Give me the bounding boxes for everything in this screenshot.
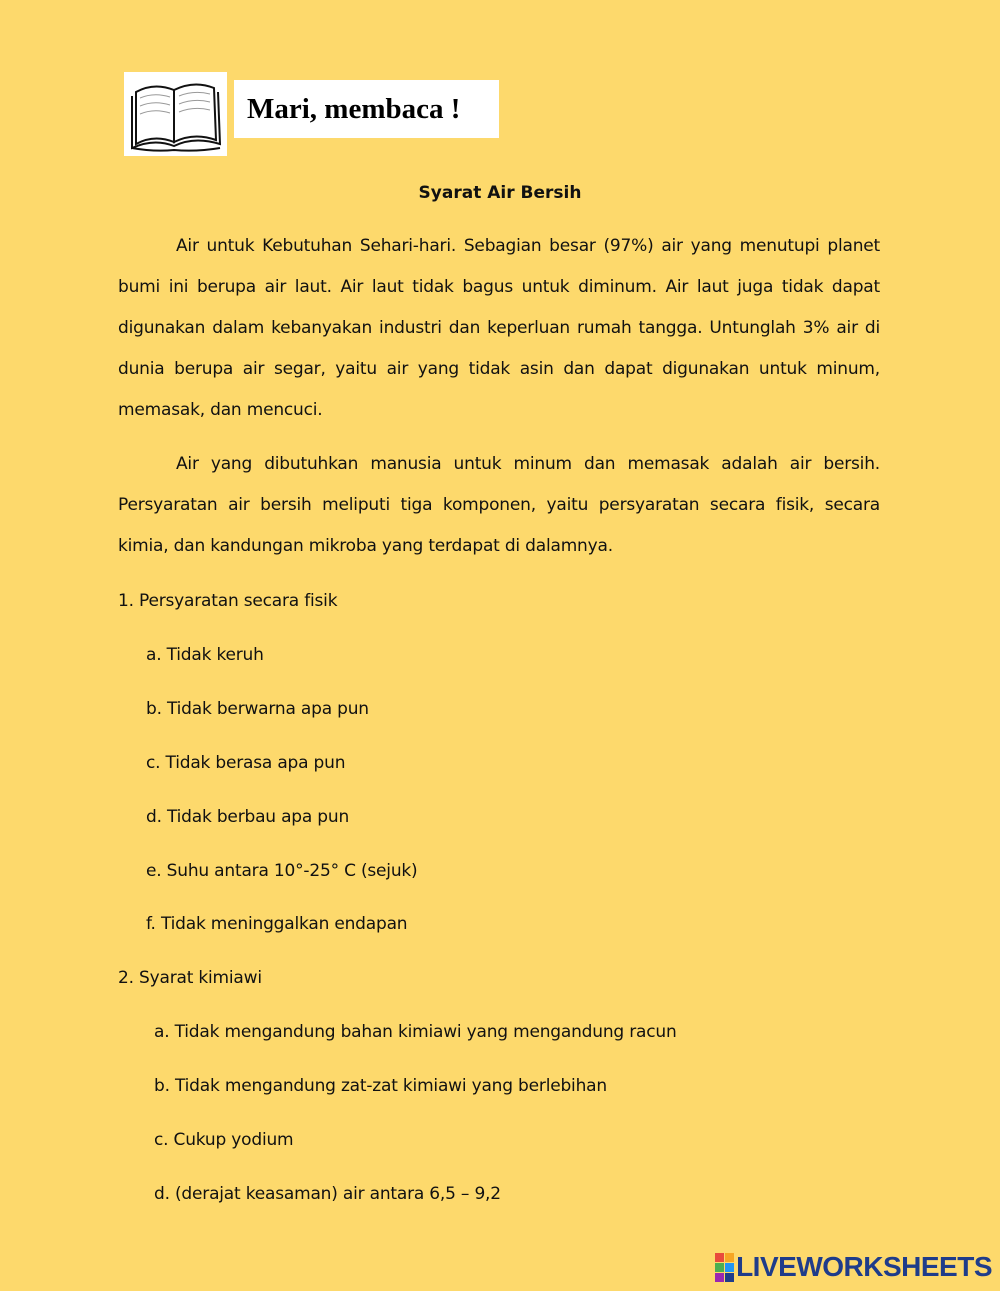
list-item: f. Tidak meninggalkan endapan: [146, 914, 408, 934]
list-item: d. Tidak berbau apa pun: [146, 807, 350, 827]
liveworksheets-logo: [715, 1251, 992, 1283]
page-header: [234, 80, 499, 138]
section-heading-fisik: 1. Persyaratan secara fisik: [118, 591, 338, 611]
book-image: [124, 72, 227, 156]
list-item: d. (derajat keasaman) air antara 6,5 – 9,2: [154, 1184, 501, 1204]
list-item: c. Tidak berasa apa pun: [146, 753, 346, 773]
list-item: e. Suhu antara 10°-25° C (sejuk): [146, 861, 418, 881]
list-item: a. Tidak keruh: [146, 645, 264, 665]
paragraph-1: Air untuk Kebutuhan Sehari-hari. Sebagian besar (97%) air yang menutupi planet bumi ini berupa air laut. Air laut tidak bagus untuk diminum. Air laut juga tidak dapat digunakan dalam kebanyakan industri dan keperluan rumah tangga. Untunglah 3% air di dunia berupa air segar, yaitu air yang tidak asin dan dapat digunakan untuk minum, memasak, dan mencuci.: [118, 236, 880, 420]
logo-mark-icon: [715, 1253, 734, 1282]
header-title: Mari, membaca !: [247, 92, 461, 125]
section-heading-kimiawi: 2. Syarat kimiawi: [118, 968, 262, 988]
logo-text: LIVEWORKSHEETS: [736, 1251, 992, 1282]
document-title: Syarat Air Bersih: [418, 183, 582, 203]
list-item: c. Cukup yodium: [154, 1130, 294, 1150]
list-item: b. Tidak mengandung zat-zat kimiawi yang berlebihan: [154, 1076, 607, 1096]
paragraph-2: Air yang dibutuhkan manusia untuk minum dan memasak adalah air bersih. Persyaratan air bersih meliputi tiga komponen, yaitu persyaratan secara fisik, secara kimia, dan kandungan mikroba yang terdapat di dalamnya.: [118, 454, 880, 556]
list-item: b. Tidak berwarna apa pun: [146, 699, 369, 719]
open-book-icon: [124, 72, 227, 156]
list-item: a. Tidak mengandung bahan kimiawi yang mengandung racun: [154, 1022, 677, 1042]
